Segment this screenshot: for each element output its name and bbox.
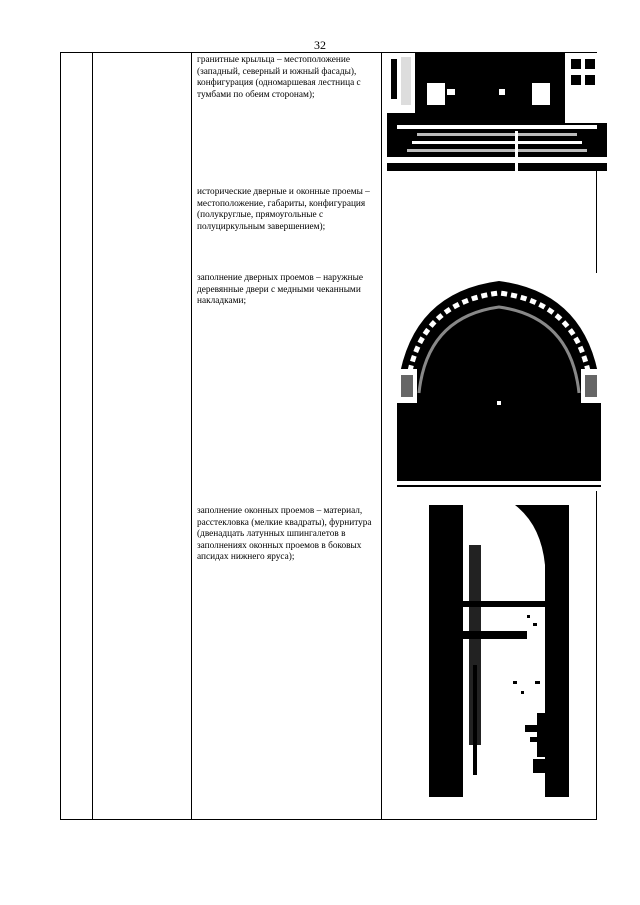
page-number: 32 xyxy=(314,38,326,52)
column-divider-1 xyxy=(92,53,93,819)
item-window-fillings: заполнение оконных проемов – материал, расстекловка (мелкие квадраты), фурнитура (двенадцать латунных шпингалетов в заполнениях оконных проемов в боковых апсидах нижнего яруса); xyxy=(197,506,372,563)
column-divider-3 xyxy=(381,53,382,819)
window-with-cross-photo xyxy=(429,505,569,797)
granite-porch-photo xyxy=(387,53,607,171)
window-with-cross-image xyxy=(429,505,569,797)
granite-porch-image xyxy=(387,53,607,171)
arched-doorway-photo xyxy=(397,273,601,491)
item-door-fillings: заполнение дверных проемов – наружные деревянные двери с медными чеканными накладками; xyxy=(197,273,364,307)
column-divider-2 xyxy=(191,53,192,819)
monument-elements-table xyxy=(60,52,597,820)
item-door-window-openings: исторические дверные и оконные проемы – местоположение, габариты, конфигурация (полукруглые, прямоугольные с полуциркульным завершением); xyxy=(197,187,370,232)
arched-doorway-image xyxy=(397,273,601,491)
item-granite-porches: гранитные крыльца – местоположение (западный, северный и южный фасады), конфигурация (одномаршевая лестница с тумбами по обеим сторонам); xyxy=(197,55,361,100)
